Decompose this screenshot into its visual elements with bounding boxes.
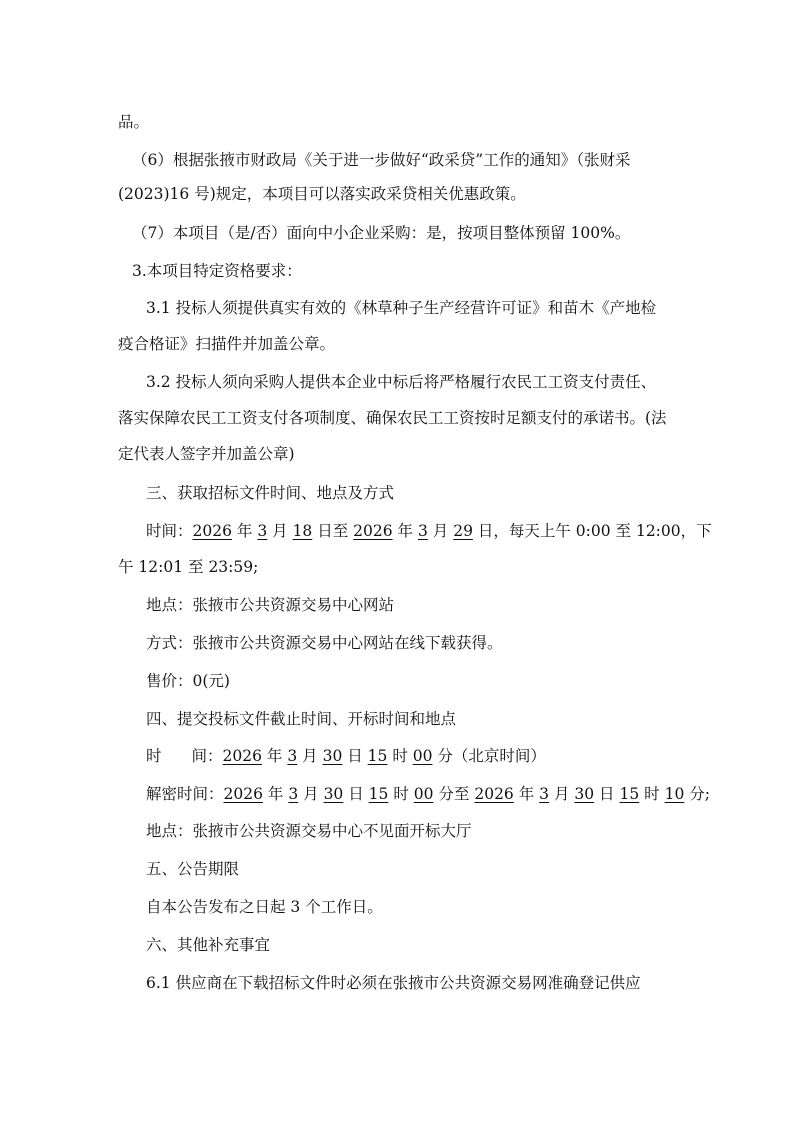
paragraph-line: 定代表人签字并加盖公章)	[118, 445, 295, 463]
paragraph-line: （7）本项目（是/否）面向中小企业采购：是，按项目整体预留 100%。	[132, 224, 631, 242]
deadline-line: 时 间：2026 年 3 月 30 日 15 时 00 分（北京时间）	[146, 747, 546, 765]
paragraph-line: 地点：张掖市公共资源交易中心不见面开标大厅	[146, 822, 472, 840]
acquisition-time-line: 时间：2026 年 3 月 18 日至 2026 年 3 月 29 日，每天上午 0:00 至 12:00，下	[146, 522, 712, 540]
section-heading: 3.本项目特定资格要求：	[132, 262, 302, 280]
section-heading: 三、获取招标文件时间、地点及方式	[146, 484, 395, 502]
paragraph-line: 方式：张掖市公共资源交易中心网站在线下载获得。	[146, 634, 503, 652]
paragraph-line: 3.2 投标人须向采购人提供本企业中标后将严格履行农民工工资支付责任、	[146, 373, 657, 391]
section-heading: 六、其他补充事宜	[146, 936, 271, 954]
decrypt-time-line: 解密时间：2026 年 3 月 30 日 15 时 00 分至 2026 年 3 月 30 日 15 时 10 分;	[146, 785, 710, 803]
paragraph-line: 自本公告发布之日起 3 个工作日。	[146, 898, 383, 916]
paragraph-line: 落实保障农民工工资支付各项制度、确保农民工工资按时足额支付的承诺书。(法	[118, 409, 667, 427]
paragraph-line: 午 12:01 至 23:59;	[118, 558, 259, 576]
section-heading: 五、公告期限	[146, 860, 240, 878]
paragraph-line: (2023)16 号)规定，本项目可以落实政采贷相关优惠政策。	[118, 185, 526, 203]
paragraph-line: 6.1 供应商在下载招标文件时必须在张掖市公共资源交易网准确登记供应	[146, 974, 641, 992]
paragraph-line: 品。	[118, 113, 150, 131]
paragraph-line: 售价：0(元)	[146, 672, 230, 690]
section-heading: 四、提交投标文件截止时间、开标时间和地点	[146, 710, 457, 728]
paragraph-line: 地点：张掖市公共资源交易中心网站	[146, 596, 395, 614]
paragraph-line: 疫合格证》扫描件并加盖公章。	[118, 335, 336, 353]
paragraph-line: 3.1 投标人须提供真实有效的《林草种子生产经营许可证》和苗木《产地检	[146, 299, 657, 317]
paragraph-line: （6）根据张掖市财政局《关于进一步做好“政采贷”工作的通知》（张财采	[132, 151, 631, 169]
